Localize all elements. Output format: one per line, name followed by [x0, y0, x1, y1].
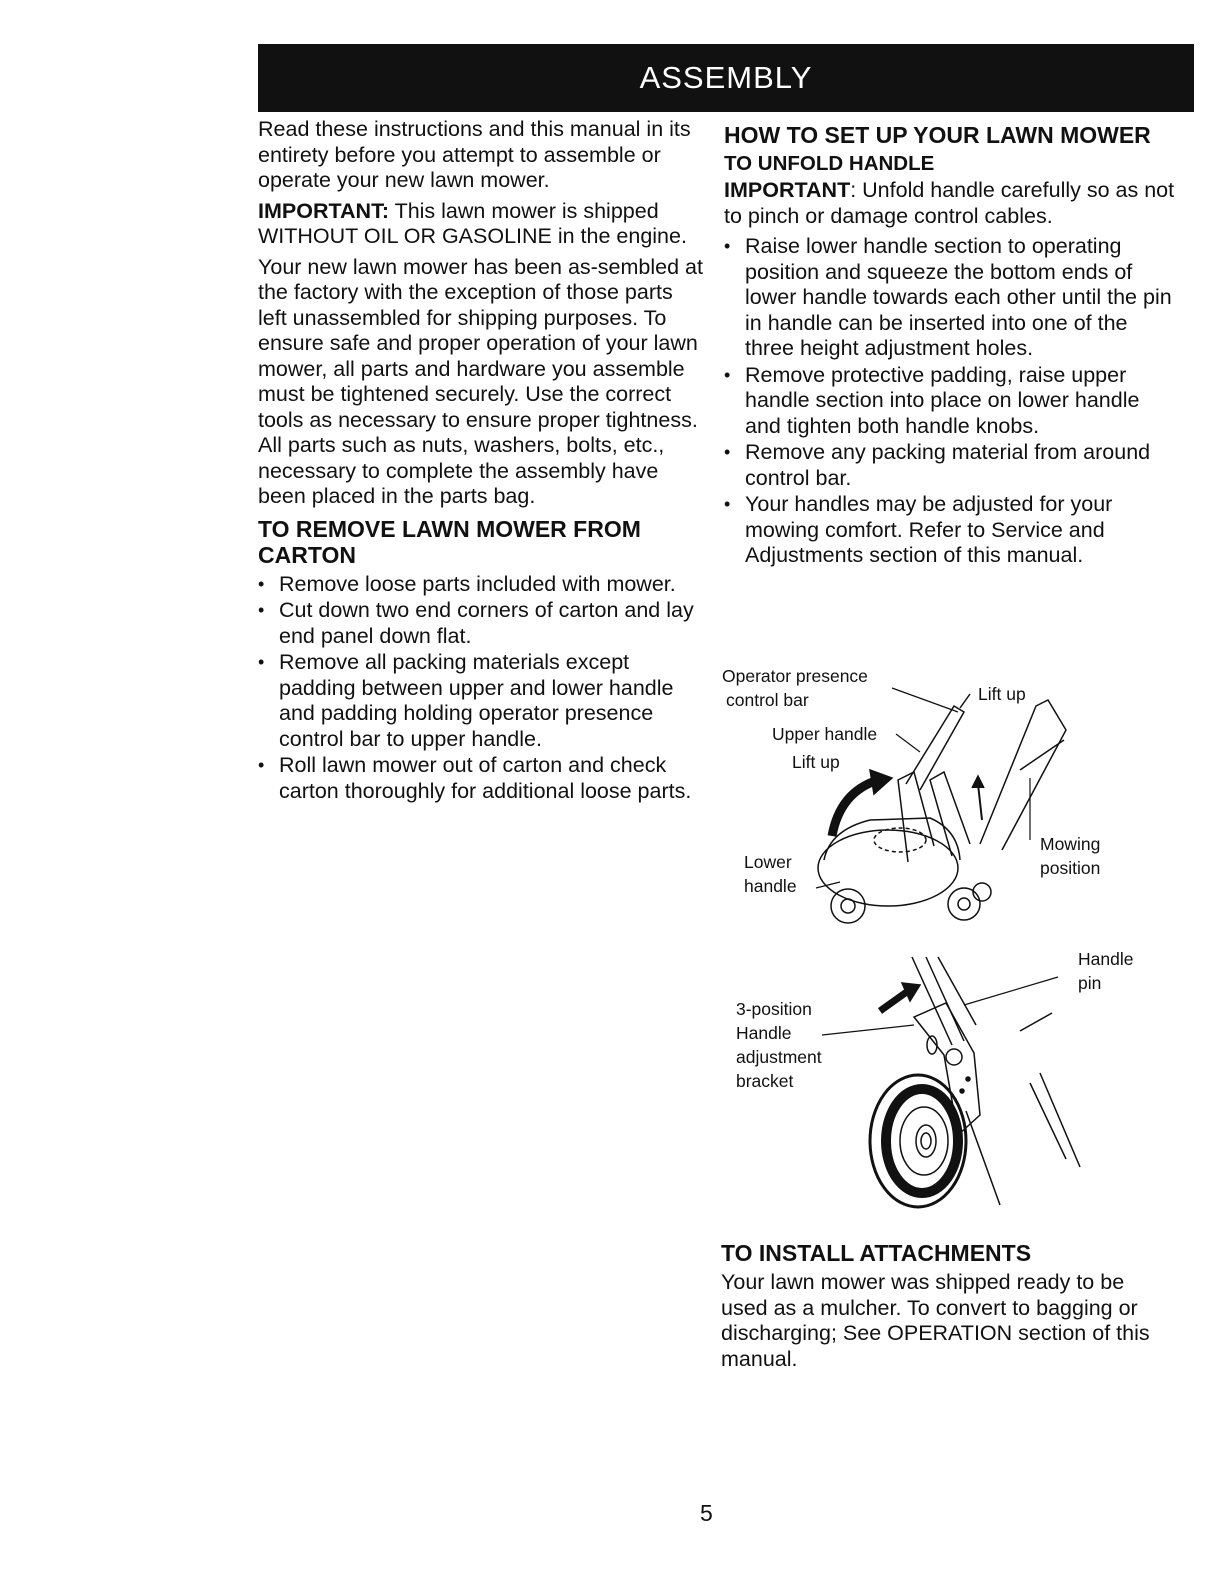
page-number: 5 [700, 1500, 713, 1526]
label-upper-handle: Upper handle [772, 724, 878, 744]
handle-unfold-figure [720, 660, 1180, 940]
label-opc-line1: Operator presence [722, 666, 868, 686]
label-lift-up-left: Lift up [792, 752, 840, 772]
important-notice [258, 199, 706, 250]
unfold-steps-list [724, 234, 1176, 569]
label-bracket-line1: 3-position [736, 999, 812, 1019]
list-item: • Remove protective padding, raise upper handle section into place on lower handle and tighten both handle knobs. [724, 363, 1176, 440]
install-attachments-section [721, 1240, 1176, 1372]
label-lower-line2: handle [744, 876, 797, 896]
list-item: • Remove loose parts included with mower. [258, 572, 706, 598]
list-item: • Raise lower handle section to operating position and squeeze the bottom ends of lower handle towards each other until the pin in handle can be inserted into one of the three height adjustment holes. [724, 234, 1176, 362]
label-pin-line1: Handle [1078, 949, 1134, 969]
list-item: • Roll lawn mower out of carton and check carton thoroughly for additional loose parts. [258, 753, 706, 804]
right-column [724, 122, 1176, 570]
important-text: : Unfold handle carefully so as not to pinch or damage control cables. [724, 178, 1175, 228]
intro-paragraph: Read these instructions and this manual in its entirety before you attempt to assemble or operate your new lawn mower. [258, 117, 691, 192]
unfold-heading: TO UNFOLD HANDLE [724, 152, 935, 175]
label-bracket-line4: bracket [736, 1071, 794, 1091]
important-label: IMPORTANT: [258, 198, 389, 223]
assembly-paragraph: Your new lawn mower has been as-sembled at the factory with the exception of those parts left unassembled for shipping purposes. To ensure safe and proper operation of your lawn mower, all parts and hardware you assemble must be tightened securely. Use the correct tools as necessary to ensure proper tightness. All parts such as nuts, washers, bolts, etc., necessary to complete the assembly have been placed in the parts bag. [258, 254, 703, 508]
list-item: • Remove any packing material from around control bar. [724, 440, 1176, 491]
handle-bracket-figure [730, 945, 1180, 1210]
list-item: • Your handles may be adjusted for your mowing comfort. Refer to Service and Adjustments section of this manual. [724, 492, 1176, 569]
label-mowing-line1: Mowing [1040, 834, 1101, 854]
label-mowing-line2: position [1040, 858, 1101, 878]
left-column [258, 117, 706, 805]
bracket-drawing [870, 957, 1080, 1207]
attach-paragraph: Your lawn mower was shipped ready to be used as a mulcher. To convert to bagging or discharging; See OPERATION section of this manual. [721, 1270, 1150, 1371]
remove-steps-list [258, 572, 706, 805]
label-lower-line1: Lower [744, 852, 792, 872]
label-opc-line2: control bar [726, 690, 809, 710]
remove-heading: TO REMOVE LAWN MOWER FROM CARTON [258, 515, 641, 568]
label-bracket-line2: Handle [736, 1023, 792, 1043]
label-lift-up-right: Lift up [978, 684, 1026, 704]
list-item: • Remove all packing materials except padding between upper and lower handle and padding holding operator presence control bar to upper handle. [258, 650, 706, 752]
unfold-important [724, 178, 1176, 229]
setup-heading: HOW TO SET UP YOUR LAWN MOWER [724, 122, 1151, 148]
label-pin-line2: pin [1078, 973, 1102, 993]
important-label: IMPORTANT [724, 178, 851, 202]
section-title: ASSEMBLY [639, 60, 813, 95]
section-header [258, 44, 1194, 112]
important-text: This lawn mower is shipped WITHOUT OIL OR GASOLINE in the engine. [258, 198, 687, 248]
list-item: • Cut down two end corners of carton and lay end panel down flat. [258, 598, 706, 649]
attach-heading: TO INSTALL ATTACHMENTS [721, 1240, 1032, 1266]
label-bracket-line3: adjustment [736, 1047, 822, 1067]
